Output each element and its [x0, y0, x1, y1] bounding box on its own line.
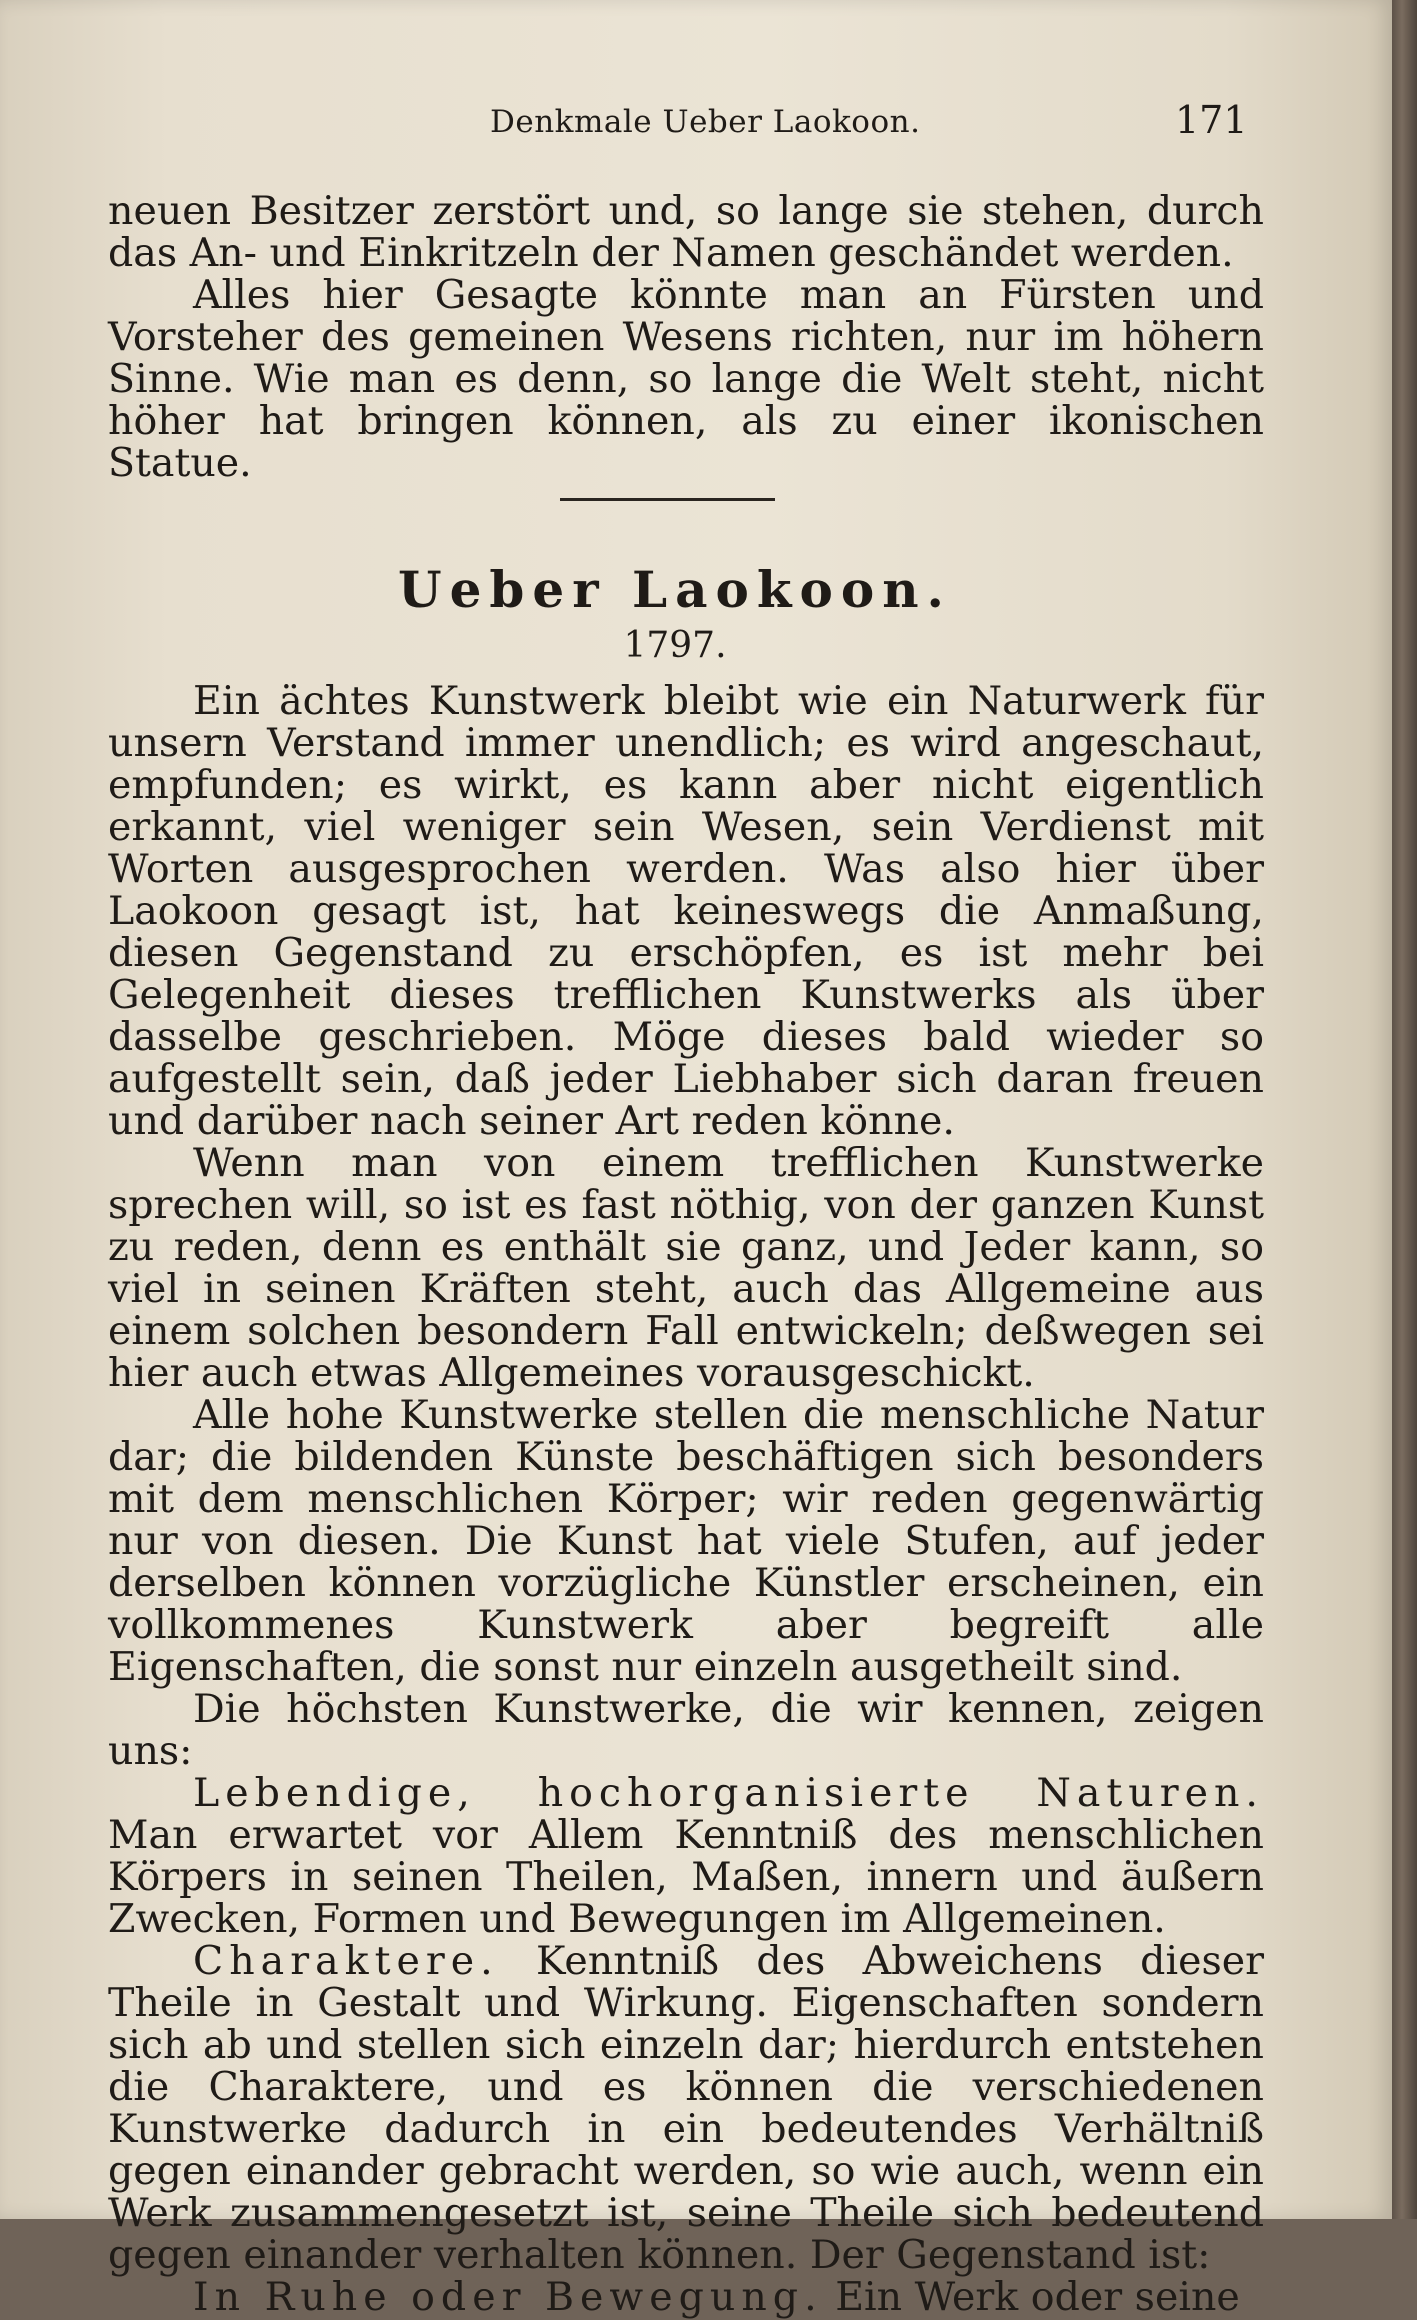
paragraph: Ein ächtes Kunstwerk bleibt wie ein Naturwerk für unsern Verstand immer unendlich; es wird angeschaut, empfunden; es wirkt, es kann aber nicht eigentlich erkannt, viel weniger sein Wesen, sein Verdienst mit Worten ausgesprochen werden. Was also hier über Laokoon gesagt ist, hat keineswegs die Anmaßung, diesen Gegenstand zu erschöpfen, es ist mehr bei Gelegenheit dieses trefflichen Kunstwerks als über dasselbe geschrieben. Möge dieses bald wieder so aufgestellt sein, daß jeder Liebhaber sich daran freuen und darüber nach seiner Art reden könne. — [108, 678, 1264, 1144]
spaced-term: In Ruhe oder Bewegung. — [193, 2274, 823, 2320]
spaced-term: Lebendige, hochorganisierte Naturen. — [193, 1770, 1264, 1816]
paragraph-text: Man erwartet vor Allem Kenntniß des menschlichen Körpers in seinen Theilen, Maßen, innern und äußern Zwecken, Formen und Bewegungen im Allgemeinen. — [108, 1812, 1264, 1942]
section-body — [108, 680, 1264, 2318]
page-number: 171 — [1175, 98, 1248, 142]
continued-text — [108, 190, 1264, 484]
paragraph — [108, 1772, 1264, 1940]
paragraph: Die höchsten Kunstwerke, die wir kennen, zeigen uns: — [108, 1686, 1264, 1774]
paragraph-text: Kenntniß des Abweichens dieser Theile in Gestalt und Wirkung. Eigenschaften sondern sich ab und stellen sich einzeln dar; hierdurch entstehen die Charaktere, und es können die verschiedenen Kunstwerke dadurch in ein bedeutendes Verhältniß gegen einander gebracht werden, so wie auch, wenn ein Werk zusammengesetzt ist, seine Theile sich bedeutend gegen einander verhalten können. Der Gegenstand ist: — [108, 1938, 1264, 2278]
paragraph: Alles hier Gesagte könnte man an Fürsten und Vorsteher des gemeinen Wesens richten, nur im höhern Sinne. Wie man es denn, so lange die Welt steht, nicht höher hat bringen können, als zu einer ikonischen Statue. — [108, 272, 1264, 486]
book-edge — [1392, 0, 1417, 2219]
paragraph — [108, 2276, 1264, 2318]
running-head: Denkmale Ueber Laokoon. — [490, 104, 921, 140]
section-year: 1797. — [623, 625, 727, 666]
spaced-term: Charaktere. — [193, 1938, 499, 1984]
paragraph — [108, 1940, 1264, 2276]
page-header — [0, 98, 1392, 158]
section-title: Ueber Laokoon. — [398, 560, 952, 619]
section-divider — [560, 498, 775, 501]
paragraph: Alle hohe Kunstwerke stellen die menschliche Natur dar; die bildenden Künste beschäftigen sich besonders mit dem menschlichen Körper; wir reden gegenwärtig nur von diesen. Die Kunst hat viele Stufen, auf jeder derselben können vorzügliche Künstler erscheinen, ein vollkommenes Kunstwerk aber begreift alle Eigenschaften, die sonst nur einzeln ausgetheilt sind. — [108, 1392, 1264, 1690]
paragraph-text: Ein Werk oder seine — [835, 2274, 1240, 2320]
paragraph: neuen Besitzer zerstört und, so lange sie stehen, durch das An- und Einkritzeln der Namen geschändet werden. — [108, 188, 1264, 276]
paragraph: Wenn man von einem trefflichen Kunstwerke sprechen will, so ist es fast nöthig, von der ganzen Kunst zu reden, denn es enthält sie ganz, und Jeder kann, so viel in seinen Kräften steht, auch das Allgemeine aus einem solchen besondern Fall entwickeln; deßwegen sei hier auch etwas Allgemeines vorausgeschickt. — [108, 1140, 1264, 1396]
